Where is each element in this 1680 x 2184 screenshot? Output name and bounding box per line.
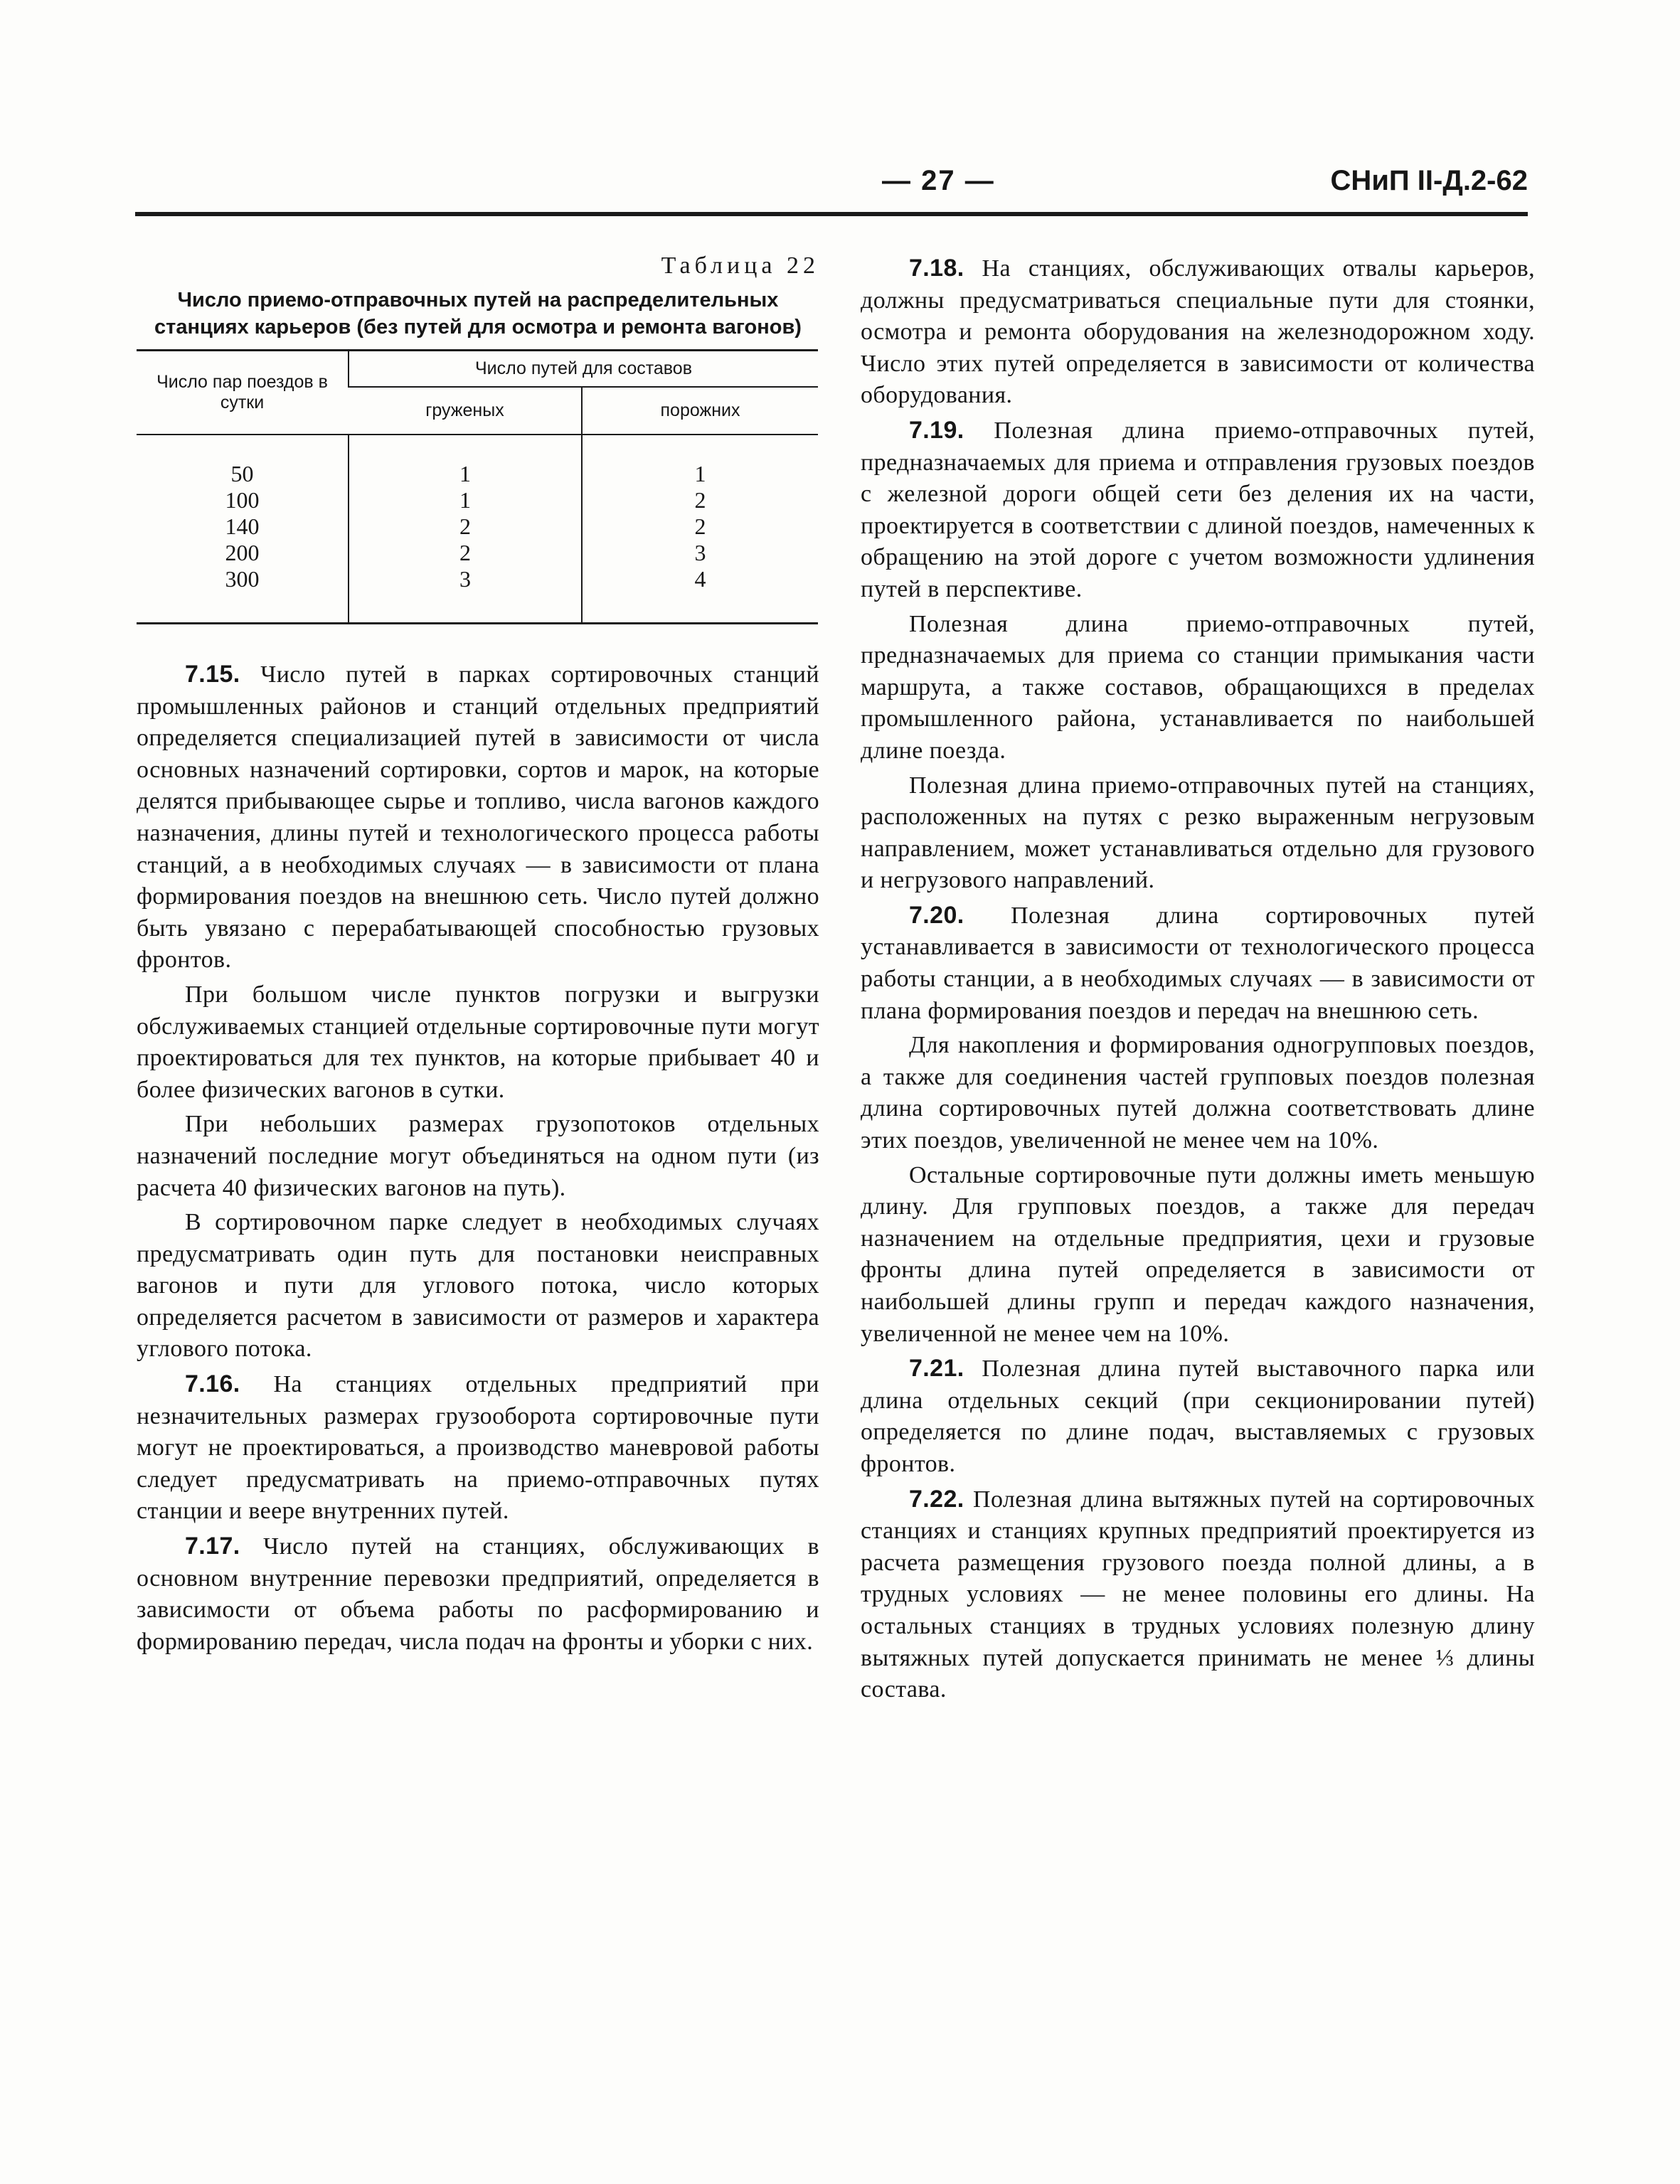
paragraph-text: Полезная длина приемо-отправочных путей, предназначаемых для приема со станции примыкания части маршрута, а также составов, обращающихся в пределах промышленного района, устанавливается по наибольшей длине поезда. xyxy=(861,610,1535,764)
paragraph xyxy=(861,252,1535,412)
paragraph xyxy=(861,770,1535,897)
paragraph xyxy=(137,659,819,976)
cell-train-pairs: 50 xyxy=(230,461,254,486)
cell-loaded: 2 xyxy=(349,513,582,540)
paragraph-text: При большом числе пунктов погрузки и выгрузки обслуживаемых станцией отдельные сортировочные пути могут проектироваться для тех пунктов, на которые прибывает 40 и более физических вагонов в сутки. xyxy=(137,981,819,1103)
table-row xyxy=(137,513,818,540)
header-empty: порожних xyxy=(582,387,818,435)
paragraph xyxy=(137,979,819,1106)
right-column xyxy=(861,252,1535,1706)
clause-number: 7.22. xyxy=(909,1485,964,1513)
right-text xyxy=(861,252,1535,1706)
paragraph-text: На станциях, обслуживающих отвалы карьеров, должны предусматриваться специальные пути для стоянки, осмотра и ремонта оборудования на железнодорожном ходу. Число этих путей определяется в зависимости от количества оборудования. xyxy=(861,255,1535,409)
clause-number: 7.18. xyxy=(909,255,964,282)
clause-number: 7.19. xyxy=(909,416,964,444)
paragraph-text: При небольших размерах грузопотоков отдельных назначений последние могут объединяться на одном пути (из расчета 40 физических вагонов на путь). xyxy=(137,1111,819,1201)
paragraph xyxy=(861,415,1535,606)
header-loaded: груженых xyxy=(349,387,582,435)
paragraph-text: Число путей в парках сортировочных станций промышленных районов и станций отдельных предприятий определяется специализацией путей в зависимости от числа основных назначений сортировки, сортов и марок, на которые делятся прибывающее сырье и топливо, числа вагонов каждого назначения, длины путей и технологического процесса работы станций, а в необходимых случаях — в зависимости от плана формирования поездов на внешнюю сеть. Число путей должно быть увязано с перерабатывающей способностью грузовых фронтов. xyxy=(137,661,819,974)
paragraph-text: Число путей на станциях, обслуживающих в основном внутренние перевозки предприятий, определяется в зависимости от объема работы по расформированию и формированию передач, числа подач на фронты и уборки с них. xyxy=(137,1533,819,1655)
left-column xyxy=(137,252,819,1658)
header-tracks-group: Число путей для составов xyxy=(349,351,818,388)
table-body xyxy=(137,435,818,624)
table-row xyxy=(137,540,818,566)
paragraph xyxy=(137,1207,819,1365)
paragraph-text: Полезная длина путей выставочного парка или длина отдельных секций (при секционировании путей) определяется по длине подач, выставляемых с грузовых фронтов. xyxy=(861,1355,1535,1477)
paragraph xyxy=(861,900,1535,1027)
cell-train-pairs: 300 xyxy=(225,566,260,592)
paragraph xyxy=(137,1530,819,1658)
table-row xyxy=(137,487,818,513)
paragraph xyxy=(861,1030,1535,1156)
paragraph xyxy=(861,1160,1535,1351)
table-title: Число приемо-отправочных путей на распределительных станциях карьеров (без путей для осмотра и ремонта вагонов) xyxy=(154,289,802,339)
table-row xyxy=(137,461,818,487)
paragraph-text: Полезная длина сортировочных путей устанавливается в зависимости от технологического процесса работы станции, а в необходимых случаях — в зависимости от плана формирования поездов и передач на внешнюю сеть. xyxy=(861,902,1535,1024)
paragraph-text: В сортировочном парке следует в необходимых случаях предусматривать один путь для постановки неисправных вагонов и пути для углового потока, число которых определяется расчетом в зависимости от размеров и характера углового потока. xyxy=(137,1209,819,1363)
clause-number: 7.15. xyxy=(185,661,240,688)
paragraph xyxy=(137,1368,819,1528)
header-train-pairs: Число пар поездов в сутки xyxy=(137,351,349,435)
paragraph xyxy=(861,1353,1535,1480)
header-rule xyxy=(135,212,1528,216)
cell-empty: 1 xyxy=(582,461,818,487)
paragraph-text: Остальные сортировочные пути должны иметь меньшую длину. Для групповых поездов, а также для передач назначением на отдельные предприятия, цехи и грузовые фронты длина путей определяется в зависимости от наибольшей длины групп и передач каждого назначения, увеличенной не менее чем на 10%. xyxy=(861,1161,1535,1347)
clause-number: 7.16. xyxy=(185,1370,240,1398)
paragraph-text: Полезная длина вытяжных путей на сортировочных станциях и станциях крупных предприятий проектируется из расчета размещения грузового поезда полной длины, а в трудных условиях — не менее половины его длины. На остальных станциях в трудных условиях полезную длину вытяжных путей допускается принимать не менее ⅓ длины состава. xyxy=(861,1486,1535,1703)
page-number: — 27 — xyxy=(882,165,995,196)
document-code: СНиП II-Д.2-62 xyxy=(1330,165,1528,196)
tracks-table xyxy=(137,349,818,624)
paragraph-text: Полезная длина приемо-отправочных путей, предназначаемых для приема и отправления грузовых поездов с железной дороги общей сети без деления их на части, проектируется в соответствии с длиной поездов, намеченных к обращению на этой дороге с учетом возможности удлинения путей в перспективе. xyxy=(861,417,1535,602)
clause-number: 7.21. xyxy=(909,1355,964,1383)
cell-train-pairs: 140 xyxy=(225,513,260,539)
clause-number: 7.17. xyxy=(185,1533,240,1560)
paragraph xyxy=(861,1483,1535,1706)
cell-train-pairs: 100 xyxy=(225,487,260,513)
cell-loaded: 1 xyxy=(349,461,582,487)
paragraph xyxy=(861,609,1535,767)
paragraph-text: Полезная длина приемо-отправочных путей на станциях, расположенных на путях с резко выраженным негрузовым направлением, может устанавливаться отдельно для грузового и негрузового направлений. xyxy=(861,772,1535,894)
clause-number: 7.20. xyxy=(909,901,964,929)
cell-empty: 4 xyxy=(582,566,818,592)
cell-train-pairs: 200 xyxy=(225,540,260,565)
cell-loaded: 2 xyxy=(349,540,582,566)
cell-empty: 2 xyxy=(582,513,818,540)
paragraph-text: Для накопления и формирования одногрупповых поездов, а также для соединения частей групповых поездов полезная длина сортировочных путей должна соответствовать длине этих поездов, увеличенной не менее чем на 10%. xyxy=(861,1032,1535,1154)
cell-empty: 2 xyxy=(582,487,818,513)
paragraph xyxy=(137,1109,819,1204)
cell-loaded: 1 xyxy=(349,487,582,513)
table-caption: Таблица 22 xyxy=(661,252,819,279)
paragraph-text: На станциях отдельных предприятий при незначительных размерах грузооборота сортировочные пути могут не проектироваться, а производство маневровой работы следует предусматривать на приемо-отправочных путях станции и веере внутренних путей. xyxy=(137,1371,819,1525)
table-row xyxy=(137,566,818,592)
page-header xyxy=(135,162,1528,205)
cell-empty: 3 xyxy=(582,540,818,566)
left-text xyxy=(137,659,819,1658)
cell-loaded: 3 xyxy=(349,566,582,592)
